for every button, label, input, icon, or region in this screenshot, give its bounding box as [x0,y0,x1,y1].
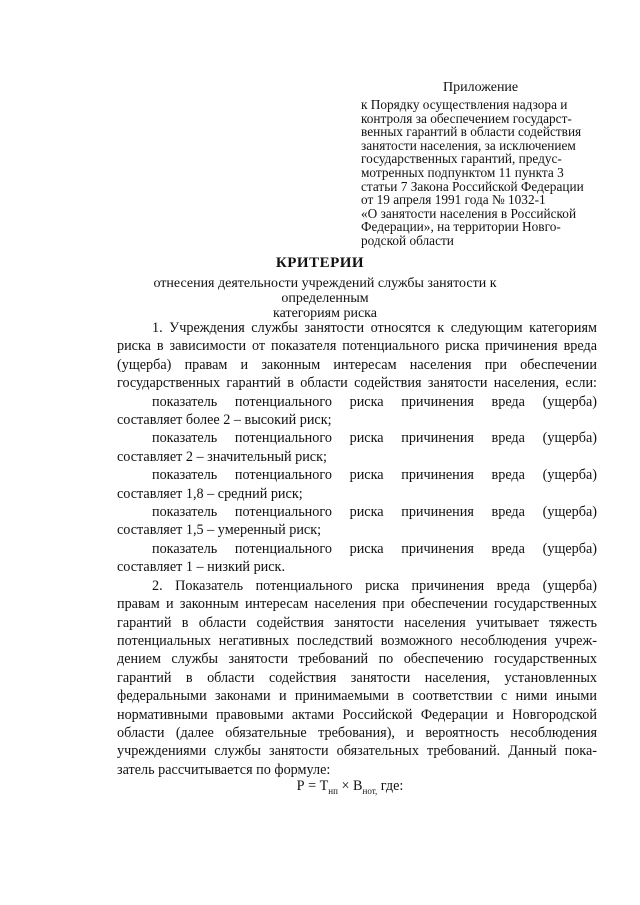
risk-line: показатель потенциального риска причинения вреда (ущерба) [152,393,597,410]
paragraph-line: гарантий в области содействия занятости населения учитывает тяжесть [117,614,597,631]
paragraph-line: правам и законным интересам населения при обеспечении государственных [117,596,597,613]
risk-line: показатель потенциального риска причинения вреда (ущерба) [152,504,597,521]
document-title: КРИТЕРИИ [275,255,365,271]
appendix-title: Приложение [443,80,519,95]
appendix-line: венных гарантий в области содействия [361,124,582,140]
risk-line: показатель потенциального риска причинения вреда (ущерба) [152,430,597,447]
appendix-line: государственных гарантий, предус- [361,151,562,167]
risk-line: составляет 1,8 – средний риск; [117,485,303,502]
risk-line: составляет более 2 – высокий риск; [117,412,332,429]
risk-line: составляет 2 – значительный риск; [117,448,327,465]
paragraph-line: гарантий в области содействия занятости населения, установленных [117,669,597,686]
paragraph-line: области (далее обязательные требования), и вероятность несоблюдения [117,724,597,741]
risk-line: показатель потенциального риска причинения вреда (ущерба) [152,467,597,484]
risk-line: показатель потенциального риска причинения вреда (ущерба) [152,540,597,557]
appendix-reference [361,98,611,248]
appendix-line: «О занятости населения в Российской [361,205,577,221]
paragraph-line: затель рассчитывается по формуле: [117,761,331,778]
risk-formula [0,778,640,796]
appendix-line: мотренных подпунктом 11 пункта 3 [361,164,564,180]
formula-subscript: нот, [362,785,378,796]
paragraph-line: федеральными законами и принимаемыми в соответствии с ними иными [117,688,597,705]
formula-mid: × В [337,778,363,794]
formula-subscript: нп [328,785,338,796]
paragraph-line: 2. Показатель потенциального риска причинения вреда (ущерба) [152,577,597,594]
appendix-line: Федерации», на территории Новго- [361,219,561,235]
paragraph-line: нормативными правовыми актами Российской Федерации и Новгородской [117,706,597,723]
appendix-line: занятости населения, за исключением [361,137,576,153]
risk-line: составляет 1,5 – умеренный риск; [117,522,322,539]
document-subtitle [110,276,540,321]
appendix-line: родской области [361,232,454,248]
paragraph-line: (ущерба) правам и законным интересам населения при обеспечении [117,356,597,373]
document-body [117,319,597,779]
paragraph-line: учреждениями службы занятости обязательных требований. Данный пока- [117,743,597,760]
paragraph-line: 1. Учреждения службы занятости относятся к следующим категориям [152,320,597,336]
formula-tail: где: [377,778,404,794]
appendix-line: к Порядку осуществления надзора и [361,97,568,112]
formula-lhs: Р = Т [296,778,329,794]
paragraph-line: государственных гарантий в области содействия занятости населения, если: [117,375,597,392]
subtitle-line: категориям риска [273,306,377,321]
paragraph-line: дением службы занятости требований по обеспечению государственных [117,651,597,668]
appendix-line: от 19 апреля 1991 года № 1032-1 [361,192,546,208]
paragraph-line: риска в зависимости от показателя потенциального риска причинения вреда [117,338,597,355]
risk-line: составляет 1 – низкий риск. [117,559,285,576]
appendix-line: статьи 7 Закона Российской Федерации [361,178,584,194]
appendix-line: контроля за обеспечением государст- [361,110,572,126]
paragraph-line: потенциальных негативных последствий возможного несоблюдения учреж- [117,632,597,649]
subtitle-line: отнесения деятельности учреждений службы занятости к определенным [153,276,497,306]
